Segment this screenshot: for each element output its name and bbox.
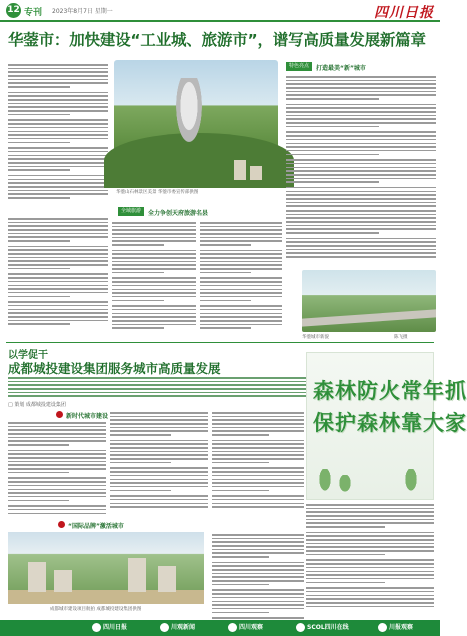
- article2-kicker: 以学促干: [8, 350, 48, 361]
- text-column: [212, 534, 304, 621]
- text-column: [200, 222, 282, 333]
- logo-icon: [160, 623, 169, 632]
- banner-line-2: 保护森林靠大家: [313, 410, 467, 435]
- photo-caption: 成都城市建设项目航拍 成都城投建设集团供图: [50, 607, 142, 612]
- article-divider: [6, 342, 434, 343]
- issue-date: 2023年8月7日 星期一: [52, 8, 113, 15]
- footer-item-label: 四川观察: [239, 624, 264, 631]
- footer-item: [378, 623, 413, 633]
- text-column: [112, 222, 196, 333]
- tree-icon: [403, 469, 419, 495]
- photo-building: [234, 160, 246, 180]
- logo-icon: [228, 623, 237, 632]
- logo-icon: [378, 623, 387, 632]
- tree-icon: [317, 469, 333, 495]
- main-headline: 华蓥市：加快建设“工业城、旅游市”，谱写高质量发展新篇章: [8, 31, 426, 49]
- photo-field: [8, 590, 204, 604]
- city-photo: [302, 270, 436, 332]
- footer-bar: [0, 620, 440, 636]
- section-heading: [58, 520, 178, 530]
- photo-building: [128, 558, 146, 592]
- page-number: 12: [6, 3, 21, 18]
- text-column: [110, 412, 208, 510]
- mid-subhead: [118, 207, 278, 217]
- subhead-title: 全力争创天府旅游名县: [148, 210, 209, 217]
- footer-item-label: 川报观察: [389, 624, 414, 631]
- article2-byline: □ 策划 成都城投建设集团: [8, 402, 66, 408]
- tree-icon: [337, 475, 353, 495]
- text-column: [286, 210, 436, 260]
- photo-caption: 华蓥城市新貌: [302, 335, 329, 340]
- bullet-icon: [58, 521, 65, 528]
- text-column: [306, 504, 434, 609]
- photo-building: [250, 166, 262, 180]
- subhead-tag: 全域旅游: [118, 207, 144, 216]
- banner-line-1: 森林防火常年抓: [313, 378, 467, 403]
- footer-item-label: SCOL四川在线: [307, 624, 349, 631]
- photo-road: [302, 309, 436, 326]
- text-column: [212, 412, 304, 510]
- photo-building: [28, 562, 46, 592]
- bullet-icon: [56, 411, 63, 418]
- aerial-photo: [8, 532, 204, 604]
- footer-item-label: 四川日报: [103, 624, 128, 631]
- footer-item-label: 川观新闻: [171, 624, 196, 631]
- footer-item: [228, 623, 263, 633]
- lead-text-block: [8, 64, 108, 203]
- page-header: [0, 0, 440, 22]
- logo-icon: [92, 623, 101, 632]
- right-subhead: [286, 62, 432, 72]
- photo-stone-peak: [174, 78, 204, 148]
- subhead-title: 打造最美“新”城市: [316, 65, 366, 72]
- section-heading-label: 新时代城市建设: [66, 413, 109, 420]
- footer-item: [160, 623, 195, 633]
- subhead-tag: 特色亮点: [286, 62, 312, 71]
- section-name: 专刊: [24, 8, 43, 18]
- article2-headline: 成都城投建设集团服务城市高质量发展: [8, 361, 221, 376]
- section-heading-label: “国际品牌”激活城市: [68, 523, 124, 530]
- photo-building: [54, 570, 72, 592]
- fire-prevention-banner: [306, 352, 467, 500]
- photo-credit: 陈飞摄: [394, 335, 408, 340]
- photo-caption: 华蓥山石林景区美景 华蓥市委宣传部供图: [116, 190, 199, 195]
- right-text-block: [286, 76, 436, 209]
- footer-item: [296, 623, 349, 633]
- text-column: [8, 218, 108, 329]
- footer-item: [92, 623, 127, 633]
- text-column: [8, 422, 106, 516]
- scenic-photo: [114, 60, 278, 188]
- logo-icon: [296, 623, 305, 632]
- photo-building: [158, 566, 176, 592]
- paper-logo: 四川日报: [374, 5, 434, 21]
